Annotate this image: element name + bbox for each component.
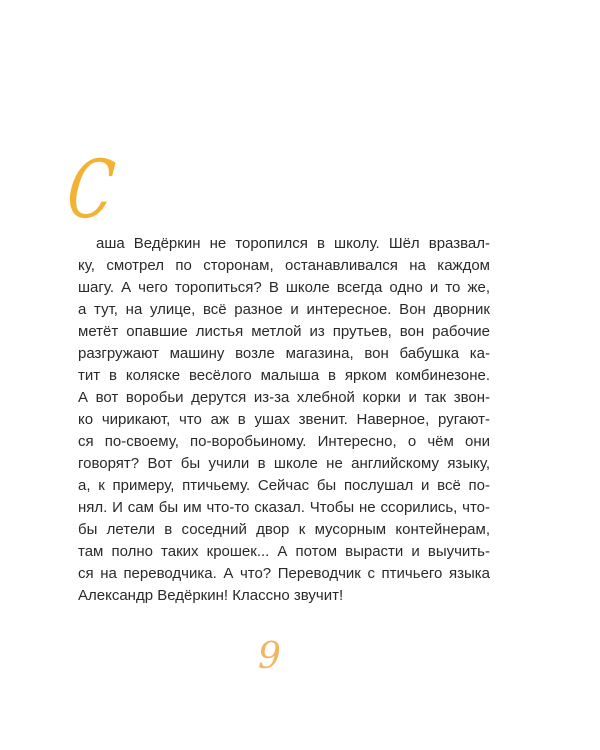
text-line-content: Александр Ведёркин! Классно звучит! bbox=[78, 587, 344, 604]
text-line bbox=[78, 519, 490, 541]
text-line-content: бы летели в соседний двор к мусорным контейнерам, bbox=[78, 521, 490, 538]
text-line-content: метёт опавшие листья метлой из прутьев, вон рабочие bbox=[78, 323, 490, 340]
text-line-content: шагу. А чего торопиться? В школе всегда одно и то же, bbox=[78, 279, 490, 296]
text-line-content: ку, смотрел по сторонам, останавливался на каждом bbox=[78, 257, 490, 274]
text-line bbox=[78, 233, 490, 255]
text-line-content: А вот воробьи дерутся из-за хлебной корки и так звон- bbox=[78, 389, 490, 406]
text-line bbox=[78, 277, 490, 299]
text-line bbox=[78, 343, 490, 365]
text-line bbox=[78, 321, 490, 343]
text-line bbox=[78, 431, 490, 453]
text-line-content: там полно таких крошек... А потом вырасти и выучить- bbox=[78, 543, 490, 560]
text-line-content: разгружают машину возле магазина, вон бабушка ка- bbox=[78, 345, 490, 362]
text-line bbox=[78, 453, 490, 475]
text-line bbox=[78, 563, 490, 585]
text-line bbox=[78, 497, 490, 519]
text-line-content: а тут, на улице, всё разное и интересное. Вон дворник bbox=[78, 301, 490, 318]
text-line bbox=[78, 255, 490, 277]
text-line bbox=[78, 365, 490, 387]
text-line bbox=[78, 299, 490, 321]
text-line bbox=[78, 541, 490, 563]
text-line-content: тит в коляске весёлого малыша в ярком комбинезоне. bbox=[78, 367, 490, 384]
text-line-content: аша Ведёркин не торопился в школу. Шёл вразвал- bbox=[96, 235, 490, 252]
body-text bbox=[78, 233, 490, 607]
text-line-content: ся по-своему, по-воробьиному. Интересно, о чём они bbox=[78, 433, 490, 450]
text-line-content: ся на переводчика. А что? Переводчик с птичьего языка bbox=[78, 565, 490, 582]
text-line-content: нял. И сам бы им что-то сказал. Чтобы не ссорились, что- bbox=[78, 499, 490, 516]
text-line-content: а, к примеру, птичьему. Сейчас бы послушал и всё по- bbox=[78, 477, 490, 494]
text-line-content: говорят? Вот бы учили в школе не английскому языку, bbox=[78, 455, 490, 472]
text-line-content: ко чирикают, что аж в ушах звенит. Наверное, ругают- bbox=[78, 411, 490, 428]
text-line bbox=[78, 409, 490, 431]
drop-cap: С bbox=[62, 143, 119, 236]
page-number: 9 bbox=[258, 636, 281, 677]
text-line bbox=[78, 387, 490, 409]
text-line bbox=[78, 585, 490, 607]
text-line bbox=[78, 475, 490, 497]
